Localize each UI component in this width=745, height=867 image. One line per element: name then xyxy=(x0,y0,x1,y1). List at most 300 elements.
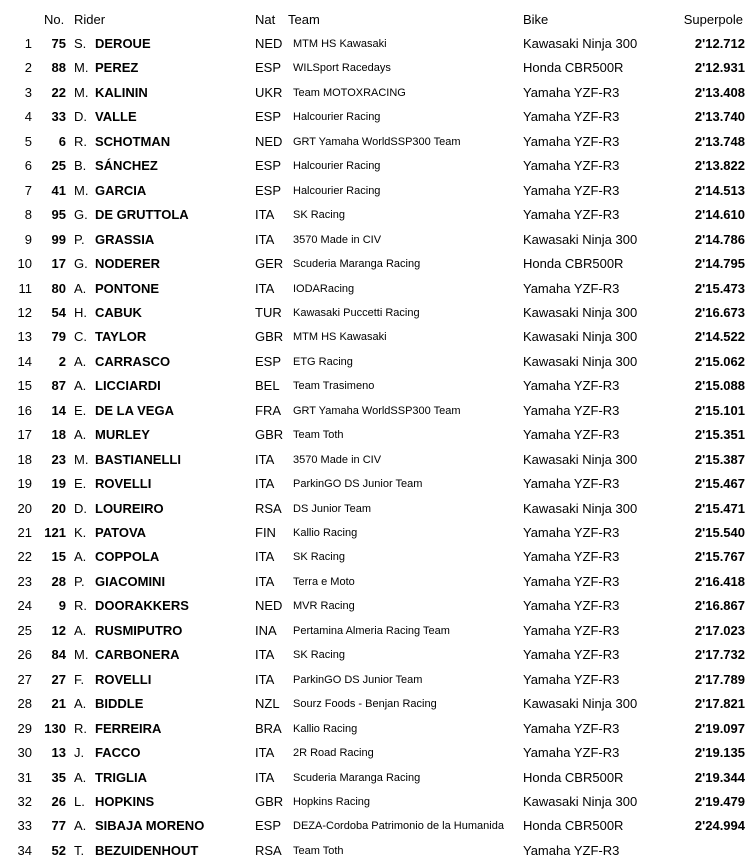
position: 15 xyxy=(17,378,32,394)
team-name: 3570 Made in CIV xyxy=(293,453,382,466)
position: 2 xyxy=(24,60,32,76)
bike-number: 79 xyxy=(51,329,66,345)
rider-surname: RUSMIPUTRO xyxy=(95,622,183,638)
nationality: ITA xyxy=(255,671,275,687)
position: 30 xyxy=(17,745,32,761)
superpole-time: 2'17.732 xyxy=(694,647,745,663)
bike-number: 87 xyxy=(51,378,66,394)
bike-model: Yamaha YZF-R3 xyxy=(523,476,620,492)
team-name: DEZA-Cordoba Patrimonio de la Humanida xyxy=(293,820,504,833)
bike-number: 77 xyxy=(51,818,66,834)
position: 27 xyxy=(17,671,32,687)
bike-model: Kawasaki Ninja 300 xyxy=(523,451,638,467)
team-name: ParkinGO DS Junior Team xyxy=(293,478,423,491)
table-row xyxy=(0,374,745,398)
rider-initial: R. xyxy=(74,720,87,736)
rider-initial: A. xyxy=(74,696,87,712)
superpole-time: 2'12.712 xyxy=(694,36,745,51)
bike-model: Kawasaki Ninja 300 xyxy=(523,231,638,247)
rider-surname: ROVELLI xyxy=(95,476,152,492)
rider-surname: PATOVA xyxy=(95,525,147,540)
rider-initial: A. xyxy=(74,622,87,638)
team-name: WILSport Racedays xyxy=(293,62,391,75)
bike-model: Yamaha YZF-R3 xyxy=(523,158,620,174)
team-name: SK Racing xyxy=(293,551,345,564)
team-name: Team Toth xyxy=(293,429,344,442)
superpole-time: 2'19.344 xyxy=(694,769,745,785)
nationality: ESP xyxy=(255,353,282,369)
bike-model: Yamaha YZF-R3 xyxy=(523,842,620,858)
rider-initial: M. xyxy=(74,60,89,76)
team-name: DS Junior Team xyxy=(293,502,372,515)
rider-surname: DOORAKKERS xyxy=(95,598,189,614)
bike-number: 25 xyxy=(51,158,66,174)
position: 31 xyxy=(17,769,32,785)
bike-number: 121 xyxy=(44,525,66,540)
rider-initial: L. xyxy=(74,793,85,809)
superpole-time: 2'16.418 xyxy=(694,573,745,589)
superpole-time: 2'17.789 xyxy=(694,671,745,687)
rider-initial: G. xyxy=(74,256,88,272)
bike-model: Yamaha YZF-R3 xyxy=(523,378,620,394)
rider-initial: A. xyxy=(74,818,87,834)
position: 28 xyxy=(17,696,32,712)
rider-surname: CARBONERA xyxy=(95,647,180,663)
bike-model: Kawasaki Ninja 300 xyxy=(523,329,638,345)
rider-initial: R. xyxy=(74,133,87,149)
bike-model: Yamaha YZF-R3 xyxy=(523,280,620,296)
nationality: UKR xyxy=(255,84,283,100)
bike-number: 130 xyxy=(44,720,66,736)
rider-surname: KALININ xyxy=(95,84,148,100)
rider-surname: GRASSIA xyxy=(95,231,155,247)
nationality: NED xyxy=(255,598,283,614)
rider-surname: PONTONE xyxy=(95,280,160,296)
rider-initial: C. xyxy=(74,329,87,345)
superpole-time: 2'17.821 xyxy=(694,696,745,712)
team-name: 2R Road Racing xyxy=(293,747,374,760)
team-name: GRT Yamaha WorldSSP300 Team xyxy=(293,404,461,417)
bike-model: Kawasaki Ninja 300 xyxy=(523,500,638,516)
nationality: ITA xyxy=(255,280,275,296)
rider-initial: T. xyxy=(74,842,85,858)
table-row xyxy=(0,814,745,838)
position: 34 xyxy=(17,842,32,858)
bike-number: 6 xyxy=(58,133,66,149)
superpole-time: 2'15.767 xyxy=(694,549,745,565)
position: 21 xyxy=(17,525,32,540)
table-row xyxy=(0,497,745,521)
rider-surname: VALLE xyxy=(95,109,137,125)
table-row xyxy=(0,619,745,643)
bike-number: 9 xyxy=(58,598,66,614)
table-row xyxy=(0,301,745,325)
team-name: Kallio Racing xyxy=(293,722,358,735)
bike-model: Yamaha YZF-R3 xyxy=(523,109,620,125)
table-row xyxy=(0,668,745,692)
superpole-time: 2'15.101 xyxy=(694,402,745,418)
superpole-time: 2'24.994 xyxy=(694,818,745,834)
superpole-time: 2'14.795 xyxy=(694,256,745,272)
position: 4 xyxy=(24,109,32,125)
team-name: Scuderia Maranga Racing xyxy=(293,771,421,784)
header-no: No. xyxy=(44,12,65,27)
team-name: Team Trasimeno xyxy=(293,380,375,393)
bike-model: Yamaha YZF-R3 xyxy=(523,549,620,565)
nationality: ESP xyxy=(255,158,282,174)
superpole-time: 2'17.023 xyxy=(694,622,745,638)
rider-surname: LICCIARDI xyxy=(95,378,161,394)
position: 25 xyxy=(17,622,32,638)
superpole-time: 2'14.786 xyxy=(694,231,745,247)
bike-number: 41 xyxy=(51,182,66,198)
nationality: ESP xyxy=(255,109,282,125)
position: 3 xyxy=(24,84,32,100)
team-name: Hopkins Racing xyxy=(293,795,371,808)
position: 20 xyxy=(17,500,32,516)
table-row xyxy=(0,32,745,56)
position: 13 xyxy=(17,329,32,345)
team-name: MTM HS Kawasaki xyxy=(293,331,387,344)
position: 1 xyxy=(24,36,32,51)
rider-surname: MURLEY xyxy=(95,427,150,443)
team-name: 3570 Made in CIV xyxy=(293,233,382,246)
table-row xyxy=(0,594,745,618)
rider-initial: A. xyxy=(74,769,87,785)
position: 9 xyxy=(24,231,32,247)
superpole-time: 2'16.867 xyxy=(694,598,745,614)
table-row xyxy=(0,277,745,301)
superpole-time: 2'12.931 xyxy=(694,60,745,76)
rider-surname: BASTIANELLI xyxy=(95,451,181,467)
superpole-time: 2'19.479 xyxy=(694,793,745,809)
position: 24 xyxy=(17,598,32,614)
rider-surname: SCHOTMAN xyxy=(95,133,171,149)
team-name: Scuderia Maranga Racing xyxy=(293,258,421,271)
superpole-time: 2'15.062 xyxy=(694,353,745,369)
position: 12 xyxy=(17,304,32,320)
team-name: IODARacing xyxy=(293,282,355,295)
rider-initial: B. xyxy=(74,158,87,174)
rider-surname: ROVELLI xyxy=(95,671,152,687)
nationality: GBR xyxy=(255,427,284,443)
table-row xyxy=(0,179,745,203)
position: 16 xyxy=(17,402,32,418)
team-name: SK Racing xyxy=(293,649,345,662)
team-name: Team Toth xyxy=(293,844,344,857)
header-bike: Bike xyxy=(523,12,549,27)
table-row xyxy=(0,692,745,716)
bike-number: 14 xyxy=(51,402,66,418)
bike-number: 20 xyxy=(51,500,66,516)
bike-model: Yamaha YZF-R3 xyxy=(523,182,620,198)
bike-number: 2 xyxy=(58,353,66,369)
nationality: ITA xyxy=(255,769,275,785)
table-row xyxy=(0,741,745,765)
team-name: GRT Yamaha WorldSSP300 Team xyxy=(293,135,461,148)
table-row xyxy=(0,252,745,276)
position: 5 xyxy=(24,133,32,149)
rider-initial: K. xyxy=(74,525,87,540)
table-row xyxy=(0,81,745,105)
superpole-time: 2'15.088 xyxy=(694,378,745,394)
nationality: BEL xyxy=(255,378,280,394)
bike-number: 99 xyxy=(51,231,66,247)
nationality: NZL xyxy=(255,696,280,712)
bike-model: Honda CBR500R xyxy=(523,256,624,272)
position: 26 xyxy=(17,647,32,663)
header-team: Team xyxy=(288,12,320,27)
table-row xyxy=(0,228,745,252)
rider-initial: A. xyxy=(74,353,87,369)
team-name: MTM HS Kawasaki xyxy=(293,38,387,50)
position: 14 xyxy=(17,353,32,369)
nationality: ESP xyxy=(255,818,282,834)
position: 18 xyxy=(17,451,32,467)
superpole-time: 2'15.467 xyxy=(694,476,745,492)
team-name: Sourz Foods - Benjan Racing xyxy=(293,698,437,711)
superpole-time: 2'15.387 xyxy=(694,451,745,467)
header-rider: Rider xyxy=(74,12,106,27)
table-row xyxy=(0,790,745,814)
bike-model: Kawasaki Ninja 300 xyxy=(523,304,638,320)
rider-initial: H. xyxy=(74,304,87,320)
rider-initial: R. xyxy=(74,598,87,614)
nationality: ITA xyxy=(255,207,275,223)
rider-initial: F. xyxy=(74,671,85,687)
bike-model: Yamaha YZF-R3 xyxy=(523,207,620,223)
bike-number: 22 xyxy=(51,84,66,100)
rider-surname: BIDDLE xyxy=(95,696,144,712)
rider-initial: A. xyxy=(74,378,87,394)
team-name: ETG Racing xyxy=(293,355,353,368)
table-row xyxy=(0,56,745,80)
rider-surname: SÁNCHEZ xyxy=(95,158,158,174)
table-row xyxy=(0,154,745,178)
rider-surname: PEREZ xyxy=(95,60,139,76)
bike-number: 35 xyxy=(51,769,66,785)
position: 8 xyxy=(24,207,32,223)
bike-model: Yamaha YZF-R3 xyxy=(523,427,620,443)
bike-number: 52 xyxy=(51,842,66,858)
table-row xyxy=(0,105,745,129)
superpole-time: 2'13.408 xyxy=(694,84,745,100)
table-row xyxy=(0,350,745,374)
nationality: ITA xyxy=(255,231,275,247)
nationality: ITA xyxy=(255,647,275,663)
rider-initial: G. xyxy=(74,207,88,223)
nationality: BRA xyxy=(255,720,282,736)
bike-number: 21 xyxy=(51,696,66,712)
nationality: ITA xyxy=(255,476,275,492)
nationality: ESP xyxy=(255,182,282,198)
bike-model: Honda CBR500R xyxy=(523,818,624,834)
position: 29 xyxy=(17,720,32,736)
superpole-time: 2'13.740 xyxy=(694,109,745,125)
bike-number: 28 xyxy=(51,573,66,589)
rider-surname: HOPKINS xyxy=(95,793,155,809)
bike-model: Yamaha YZF-R3 xyxy=(523,402,620,418)
superpole-time: 2'13.748 xyxy=(694,133,745,149)
bike-number: 15 xyxy=(51,549,66,565)
team-name: Terra e Moto xyxy=(293,575,355,588)
table-row xyxy=(0,570,745,594)
bike-number: 27 xyxy=(51,671,66,687)
rider-initial: A. xyxy=(74,427,87,443)
team-name: Halcourier Racing xyxy=(293,184,381,197)
nationality: ITA xyxy=(255,573,275,589)
position: 32 xyxy=(17,793,32,809)
position: 23 xyxy=(17,573,32,589)
rider-initial: M. xyxy=(74,451,89,467)
nationality: TUR xyxy=(255,304,282,320)
rider-initial: S. xyxy=(74,36,87,51)
bike-model: Yamaha YZF-R3 xyxy=(523,622,620,638)
nationality: FRA xyxy=(255,402,281,418)
bike-model: Yamaha YZF-R3 xyxy=(523,84,620,100)
bike-model: Kawasaki Ninja 300 xyxy=(523,36,638,51)
bike-number: 23 xyxy=(51,451,66,467)
table-row xyxy=(0,643,745,667)
bike-number: 80 xyxy=(51,280,66,296)
table-row xyxy=(0,839,745,863)
table-row xyxy=(0,130,745,154)
table-row xyxy=(0,325,745,349)
team-name: Pertamina Almeria Racing Team xyxy=(293,624,450,637)
bike-number: 75 xyxy=(51,36,66,51)
bike-model: Honda CBR500R xyxy=(523,769,624,785)
position: 19 xyxy=(17,476,32,492)
position: 17 xyxy=(17,427,32,443)
bike-model: Yamaha YZF-R3 xyxy=(523,525,620,540)
position: 11 xyxy=(18,280,32,296)
table-row xyxy=(0,766,745,790)
rider-surname: NODERER xyxy=(95,256,161,272)
team-name: Halcourier Racing xyxy=(293,160,381,173)
team-name: ParkinGO DS Junior Team xyxy=(293,673,423,686)
team-name: Halcourier Racing xyxy=(293,111,381,124)
team-name: MVR Racing xyxy=(293,600,355,613)
nationality: ESP xyxy=(255,60,282,76)
nationality: NED xyxy=(255,36,283,51)
bike-model: Yamaha YZF-R3 xyxy=(523,671,620,687)
rider-initial: J. xyxy=(74,745,85,761)
rider-initial: D. xyxy=(74,500,87,516)
rider-surname: DE LA VEGA xyxy=(95,402,174,418)
header-superpole: Superpole xyxy=(683,12,743,27)
bike-number: 88 xyxy=(51,60,66,76)
rider-surname: GARCIA xyxy=(95,182,147,198)
rider-surname: FACCO xyxy=(95,745,141,761)
table-row xyxy=(0,545,745,569)
rider-initial: M. xyxy=(74,84,89,100)
superpole-time: 2'14.513 xyxy=(694,182,745,198)
bike-number: 19 xyxy=(51,476,66,492)
bike-number: 95 xyxy=(51,207,66,223)
team-name: Team MOTOXRACING xyxy=(293,86,406,99)
table-row xyxy=(0,717,745,741)
table-row xyxy=(0,521,745,545)
bike-number: 18 xyxy=(51,427,66,443)
nationality: GER xyxy=(255,256,284,272)
rider-surname: CABUK xyxy=(95,304,142,320)
nationality: ITA xyxy=(255,451,275,467)
header-nat: Nat xyxy=(255,12,276,27)
bike-model: Honda CBR500R xyxy=(523,60,624,76)
superpole-time: 2'15.471 xyxy=(694,500,745,516)
bike-number: 54 xyxy=(51,304,66,320)
nationality: INA xyxy=(255,622,277,638)
bike-model: Yamaha YZF-R3 xyxy=(523,133,620,149)
position: 22 xyxy=(17,549,32,565)
position: 10 xyxy=(17,256,32,272)
superpole-time: 2'14.522 xyxy=(694,329,745,345)
rider-initial: P. xyxy=(74,231,85,247)
bike-model: Kawasaki Ninja 300 xyxy=(523,793,638,809)
nationality: ITA xyxy=(255,745,275,761)
bike-model: Yamaha YZF-R3 xyxy=(523,573,620,589)
bike-number: 13 xyxy=(51,745,66,761)
position: 6 xyxy=(24,158,32,174)
bike-number: 84 xyxy=(51,647,66,663)
rider-surname: LOUREIRO xyxy=(95,500,164,516)
nationality: GBR xyxy=(255,793,284,809)
bike-model: Yamaha YZF-R3 xyxy=(523,598,620,614)
table-row xyxy=(0,472,745,496)
bike-number: 12 xyxy=(51,622,66,638)
position: 7 xyxy=(24,182,32,198)
rider-surname: CARRASCO xyxy=(95,353,171,369)
team-name: Kallio Racing xyxy=(293,527,358,539)
rider-surname: DE GRUTTOLA xyxy=(95,207,189,223)
rider-surname: SIBAJA MORENO xyxy=(95,818,205,834)
superpole-time: 2'13.822 xyxy=(694,158,745,174)
rider-surname: DEROUE xyxy=(95,36,151,51)
nationality: NED xyxy=(255,133,283,149)
superpole-time: 2'14.610 xyxy=(694,207,745,223)
team-name: SK Racing xyxy=(293,209,345,222)
superpole-time: 2'15.351 xyxy=(694,427,745,443)
rider-surname: FERREIRA xyxy=(95,720,162,736)
rider-initial: E. xyxy=(74,476,87,492)
rider-surname: GIACOMINI xyxy=(95,573,166,589)
table-row xyxy=(0,399,745,423)
superpole-time: 2'16.673 xyxy=(694,304,745,320)
nationality: GBR xyxy=(255,329,284,345)
table-row xyxy=(0,423,745,447)
rider-surname: TAYLOR xyxy=(95,329,147,345)
rider-initial: A. xyxy=(74,549,87,565)
nationality: ITA xyxy=(255,549,275,565)
rider-surname: COPPOLA xyxy=(95,549,160,565)
bike-model: Yamaha YZF-R3 xyxy=(523,745,620,761)
table-row xyxy=(0,203,745,227)
bike-model: Kawasaki Ninja 300 xyxy=(523,696,638,712)
superpole-time: 2'15.540 xyxy=(694,525,745,540)
table-row xyxy=(0,448,745,472)
nationality: FIN xyxy=(255,525,276,540)
superpole-time: 2'19.135 xyxy=(694,745,745,761)
rider-initial: M. xyxy=(74,182,89,198)
bike-model: Yamaha YZF-R3 xyxy=(523,647,620,663)
bike-number: 33 xyxy=(51,109,66,125)
position: 33 xyxy=(17,818,32,834)
bike-number: 26 xyxy=(51,793,66,809)
rider-initial: P. xyxy=(74,573,85,589)
rider-initial: A. xyxy=(74,280,87,296)
nationality: RSA xyxy=(255,500,282,516)
bike-model: Kawasaki Ninja 300 xyxy=(523,353,638,369)
